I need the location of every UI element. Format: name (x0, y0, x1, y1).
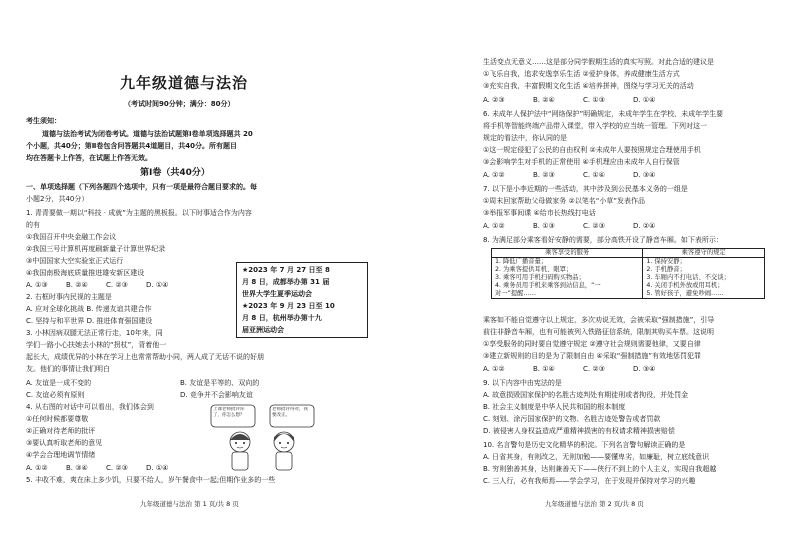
question-1-line: 的有 (26, 221, 40, 229)
question-6-line: 将手机等智能终端产品带入课堂，带入学校的应当统一管理。下列对这一 (483, 122, 707, 130)
child-body-icon (276, 452, 292, 470)
option-b: B. ②④ (66, 281, 88, 289)
question-1-item: ④我国南极海底质量推进雄安新区建设 (26, 269, 145, 277)
option-c: C. ②③ (106, 281, 128, 289)
question-4-item: ④学会合理地调节情绪 (26, 451, 96, 459)
continued-line: 生活变点无意义……这是部分同学假期生活的真实写照。对此合适的建议是 (483, 58, 714, 66)
question-6: 6. 未成年人保护法中“网络保护”明确规定，未成年学生在学校，未成年学生要 (483, 110, 724, 118)
question-9: 9. 以下内容中由宪法的是 (483, 379, 562, 387)
bubble-left-text: 上课老师批评你了，你怎么想？ (213, 407, 245, 418)
page-footer: 九年级道德与法治 第 2 页/共 8 页 (545, 500, 644, 508)
right-page (397, 0, 794, 550)
question-7: 7. 以下是小李近期的一些活动，其中涉及到公民基本义务的一组是 (483, 185, 688, 193)
option-a: A. ②③ (483, 96, 505, 104)
option-d: D. 竞争并不会影响友谊 (180, 391, 253, 399)
question-8-line: 乘客如不能自觉遵守以上规定，多次劝说无效，会被采取“强制措施”，引导 (483, 316, 715, 324)
option-c: C. ②③ (106, 464, 128, 472)
question-8-item: ①享受服务的同时要自觉遵守规定 ②遵守社会规则需要他律，又要自律 (483, 340, 701, 348)
option-a: A. 日省其身，有则改之，无则加勉——要懂卑劣，如廉耻，树立底线意识 (483, 453, 710, 461)
option-d: D. ③④ (633, 171, 656, 179)
option-b: B. ②③ (533, 171, 555, 179)
child-head-icon (274, 432, 294, 452)
service-item: 对一”提醒…… (495, 290, 537, 297)
rule-item: 1. 保持安静； (646, 258, 686, 265)
question-6-line: 规定的看法中，你认同的是 (483, 134, 567, 142)
question-2: 2. 右框时事内民视的主题是 (26, 293, 112, 301)
question-4-item: ①任何时候都要尊敬 (26, 415, 89, 423)
question-1-item: ①我国召开中央金融工作会议 (26, 233, 117, 241)
bubble-right-text: 老师批评得对，我要改正。 (272, 407, 308, 418)
question-8: 8. 为满足部分乘客看好安静的需要，部分高铁开设了静音车厢。如下表所示： (483, 236, 723, 244)
option-b: B. 社会主义制度是中华人民共和国的根本制度 (483, 403, 626, 411)
option-a: A. 故意损毁国家保护的名胜古迹判处有期徒刑或者拘役，并处罚金 (483, 391, 689, 399)
option-b: B. ②④ (533, 96, 555, 104)
question-3-line: 起长大，成绩优异的小林在学习上也常常帮助小同，两人成了无话不说的好朋 (26, 353, 264, 361)
option-a: A. ①② (483, 171, 505, 179)
question-7-item: ③举报军事间谍 ④给市长热线打电话 (483, 209, 596, 217)
news-line: ★2023 年 7 月 27 日至 8 (242, 266, 330, 274)
option-c: C. 刻划、涂污国家保护的文物、名胜古迹处警告或者罚款 (483, 415, 661, 423)
news-line: 世界大学生夏季运动会 (242, 290, 312, 298)
option-d: D. ②④ (633, 222, 656, 230)
notice-line: 个小题，共40分；第Ⅱ卷包含问答题共4道题目，共40分。所有题目 (26, 142, 237, 150)
question-4: 4. 从右图的对话中可以看出，我们体会到 (26, 403, 154, 411)
choice-line: ①飞乐自我，追求安逸享乐生活 ②爱护身体，养成健康生活方式 (483, 70, 680, 78)
service-item: 1. 降低广播音量； (495, 258, 548, 265)
option-c: C. 友谊必须有原则 (26, 391, 85, 399)
question-1-item: ③中国国家大空实验室正式运行 (26, 257, 124, 265)
question-4-item: ③要认真听取老师的意见 (26, 439, 103, 447)
table-cell (492, 258, 643, 299)
question-8-item: ③建立新规则的目的是为了限制自由 ④采取“强制措施”有效地惩罚犯罪 (483, 352, 702, 360)
option-b: B. 友谊是平等的、双向的 (180, 379, 260, 387)
service-rules-table (491, 248, 765, 299)
option-d: D. 被侵害人身权益造成严重精神损害的有权请求精神损害赔偿 (483, 427, 675, 435)
table-header: 乘客享受的服务 (492, 249, 643, 258)
news-line: 月 8 日，杭州举办第十九 (242, 314, 322, 322)
option-a: A. ①② (483, 222, 505, 230)
rule-item: 3. 车厢内不打电话、不交谈； (646, 274, 730, 281)
rule-item: 2. 手机静音； (646, 266, 686, 273)
option-b: B. ①③ (533, 222, 555, 230)
exam-title: 九年级道德与法治 (120, 74, 249, 92)
question-10: 10. 名言警句是历史文化精华的积淀。下列名言警句解读正确的是 (483, 441, 686, 449)
notice-line: 道德与法治考试为闭卷考试。道德与法治试题第Ⅰ卷单项选择题共 20 (42, 130, 253, 138)
option-d: D. ①④ (633, 96, 656, 104)
option-a: A. ①③ (26, 281, 48, 289)
option-c: C. 三人行，必有我师焉——学会学习，在于发现并保持对学习的兴趣 (483, 477, 696, 485)
option-b: B. ①④ (533, 365, 555, 373)
option-c: C. ①③ (583, 96, 605, 104)
notice-line: 均在答题卡上作答，在试题上作答无效。 (26, 154, 152, 162)
question-3-line: 友。他们的事情让我们明白 (26, 365, 110, 373)
choice-line: ③充实自我，丰富假期文化生活 ④培养拼神，图绕与学习无关的活动 (483, 82, 694, 90)
question-2-options: C. 坚持与和平世界 D. 推进体育强国建设 (26, 317, 153, 325)
question-6-item: ①这一规定侵犯了公民的自由权利 ②未成年人要按照规定合理使用手机 (483, 146, 701, 154)
service-item: 3. 乘客可用手机扫码购买物品； (495, 274, 585, 281)
question-5: 5. 丰收不难，爽在床上多少饥，只要不给人，岁午餐食中一起;但期作业多的一些 (26, 476, 276, 484)
section-desc: 一、单项选择题（下列各题四个选项中，只有一项是最符合题目要求的。每 (26, 183, 257, 191)
question-3-line: 学们一路小心扶她去小林的“拐杖”，背着他一 (26, 341, 167, 349)
option-b: B. 穷则独善其身，达则兼善天下——侠行不到上的个人主义，实现自我超越 (483, 465, 717, 473)
question-3: 3. 小林因病双腿无法正常行走，10年来，同 (26, 329, 163, 337)
service-item: 4. 乘务员用手机来乘客到站信息，“一 (495, 282, 601, 289)
notice-heading: 考生须知： (26, 117, 61, 125)
page-footer: 九年级道德与法治 第 1 页/共 8 页 (140, 500, 239, 508)
option-b: B. ③④ (66, 464, 88, 472)
question-6-item: ③会影响学生对手机的正常使用 ④手机理应由未成年人自行保管 (483, 158, 680, 166)
news-line: 届亚洲运动会 (242, 326, 284, 334)
option-d: D. ①④ (146, 464, 169, 472)
option-a: A. ①② (26, 464, 48, 472)
news-line: ★2023 年 9 月 23 日至 10 (242, 302, 335, 310)
question-7-item: ①周末回家帮助父母做家务 ②以笔名“小草”发表作品 (483, 197, 646, 205)
news-box (236, 262, 368, 338)
question-1-item: ②我国三号计算机再度刷新量子计算世界纪录 (26, 245, 166, 253)
question-2-options: A. 应对全球化挑战 B. 传递友谊共建合作 (26, 305, 152, 313)
section-title: 第Ⅰ卷（共40分） (140, 168, 210, 178)
option-a: A. ①② (483, 365, 505, 373)
child-body-icon (232, 452, 248, 470)
rule-item: 5. 管好孩子，避免吵闹…… (646, 290, 724, 297)
option-c: C. ②③ (583, 365, 605, 373)
option-c: C. ②③ (583, 222, 605, 230)
table-cell (643, 258, 765, 299)
question-1: 1. 青青要做一期以“科技 · 成就”为主题的黑板报。以下时事适合作为内容 (26, 209, 252, 217)
option-d: D. ①④ (146, 281, 169, 289)
rule-item: 4. 关闭手机外放或用耳机； (646, 282, 724, 289)
news-line: 月 8 日，成都举办第 31 届 (242, 278, 330, 286)
question-8-line: 前往非静音车厢，也有可能被列入铁路征信系统，限制其购买车票。这说明 (483, 328, 714, 336)
exam-subtitle: （考试时间90分钟；满分：80分） (124, 100, 235, 108)
option-a: A. 友谊是一成不变的 (26, 379, 92, 387)
cartoon-illustration (210, 404, 316, 478)
option-c: C. ①④ (583, 171, 605, 179)
table-header: 乘客遵守的规定 (643, 249, 765, 258)
option-d: D. ③④ (633, 365, 656, 373)
service-item: 2. 为乘客提供耳机、眼罩； (495, 266, 573, 273)
section-desc: 小题2分，共40分） (26, 195, 89, 203)
question-4-item: ②正确对待老师的批评 (26, 427, 96, 435)
